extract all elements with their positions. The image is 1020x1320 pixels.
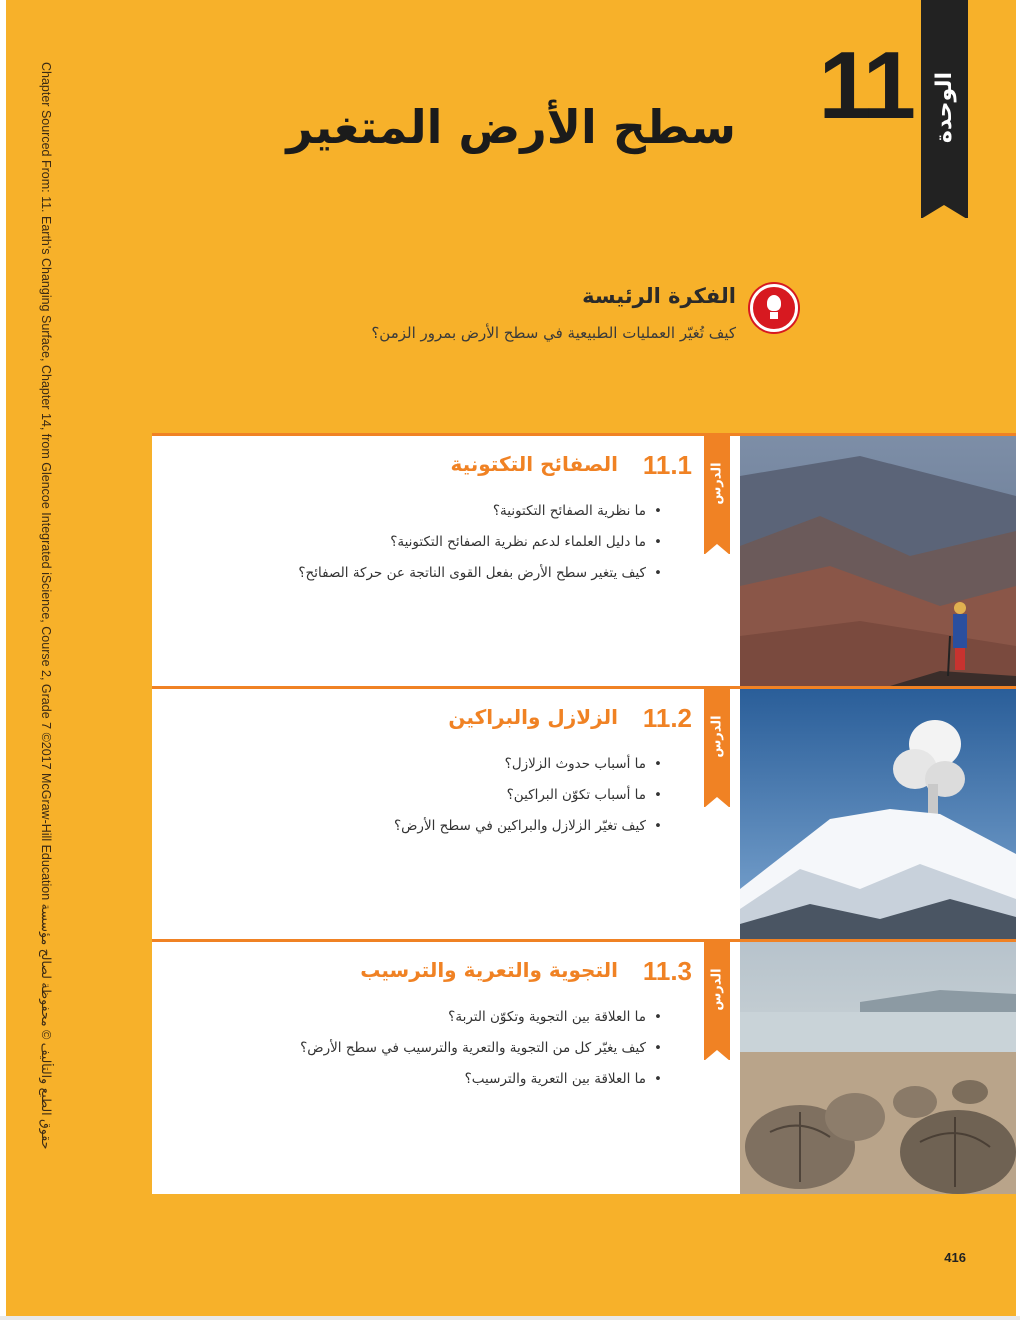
lesson-questions: [282, 502, 668, 595]
list-item: • كيف يغيّر كل من التجوية والتعرية والترسيب في سطح الأرض؟: [282, 1039, 668, 1058]
lesson-title: التجوية والتعرية والترسيب: [360, 958, 618, 982]
list-item: • ما أسباب حدوث الزلازل؟: [282, 755, 668, 774]
lesson-questions: [282, 1008, 668, 1101]
list-item: • ما أسباب تكوّن البراكين؟: [282, 786, 668, 805]
unit-label-text: الوحدة: [932, 71, 957, 143]
lesson-photo-boulders: [740, 942, 1016, 1194]
lesson-photo-mountains: [740, 436, 1016, 686]
page-bottom-edge: [0, 1316, 1020, 1320]
list-item: • ما العلاقة بين التعرية والترسيب؟: [282, 1070, 668, 1089]
lesson-tab: [704, 436, 730, 554]
page: [6, 0, 1016, 1316]
page-number: 416: [944, 1250, 966, 1265]
lesson-number: 11.1: [642, 450, 692, 480]
lesson-card-2: [152, 689, 1016, 939]
lesson-tab-label: الدرس: [709, 967, 725, 1011]
list-item: • ما دليل العلماء لدعم نظرية الصفائح التكتونية؟: [282, 533, 668, 552]
unit-number: 11: [818, 32, 912, 139]
lesson-card-1: [152, 436, 1016, 686]
lesson-tab-label: الدرس: [709, 461, 725, 505]
big-idea-title: الفكرة الرئيسة: [582, 284, 736, 308]
list-item: • كيف تغيّر الزلازل والبراكين في سطح الأرض؟: [282, 817, 668, 836]
lesson-questions: [282, 755, 668, 848]
lesson-photo-volcano: [740, 689, 1016, 939]
lesson-title: الصفائح التكتونية: [450, 452, 618, 476]
lesson-number: 11.2: [642, 703, 692, 733]
lesson-number: 11.3: [642, 956, 692, 986]
unit-ribbon: [921, 0, 968, 218]
lesson-tab-label: الدرس: [709, 714, 725, 758]
side-credit-text: Chapter Sourced From: 11. Earth's Changing Surface, Chapter 14, from Glencoe Integrated iScience, Course 2, Grade 7 ©2017 McGraw-Hill Education حقوق الطبع والتأليف © محفوظة لصالح مؤسسة: [39, 62, 53, 1150]
lesson-title: الزلازل والبراكين: [448, 705, 618, 729]
side-credit: [34, 62, 54, 1242]
lesson-tab: [704, 689, 730, 807]
lesson-tab: [704, 942, 730, 1060]
list-item: • كيف يتغير سطح الأرض بفعل القوى الناتجة عن حركة الصفائح؟: [282, 564, 668, 583]
lightbulb-icon: [750, 284, 798, 332]
unit-title: سطح الأرض المتغير: [286, 100, 736, 154]
lesson-card-3: [152, 942, 1016, 1194]
big-idea-question: كيف تُغيّر العمليات الطبيعية في سطح الأرض بمرور الزمن؟: [371, 324, 736, 342]
unit-label: [921, 52, 968, 162]
list-item: • ما نظرية الصفائح التكتونية؟: [282, 502, 668, 521]
list-item: • ما العلاقة بين التجوية وتكوّن التربة؟: [282, 1008, 668, 1027]
